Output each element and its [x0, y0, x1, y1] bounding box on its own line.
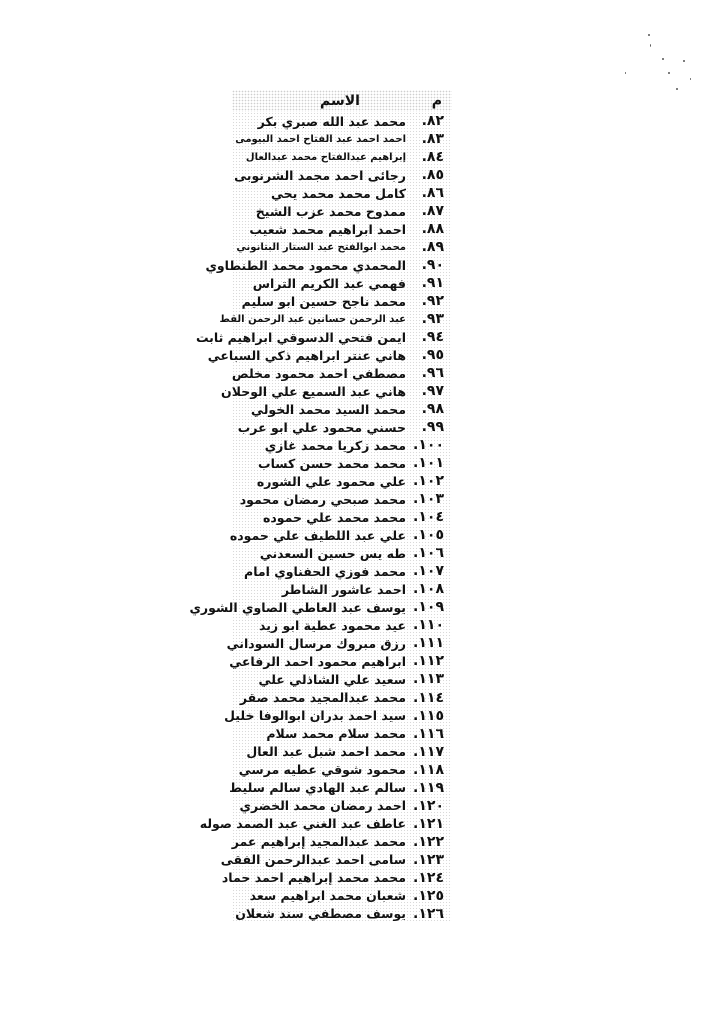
row-number: ١٠٦. [413, 545, 444, 562]
row-number: ٩١. [421, 275, 444, 292]
row-number: ١١٨. [413, 761, 444, 778]
row-name: محمد ناجح حسين ابو سليم [241, 293, 406, 309]
table-row [232, 472, 452, 490]
table-row [220, 851, 452, 869]
row-number: ١١٥. [413, 707, 444, 724]
table-row [232, 670, 452, 688]
table-row [232, 761, 452, 779]
table-row [224, 707, 452, 725]
row-number: ١١٩. [413, 779, 444, 796]
row-name: كامل محمد محمد يحي [271, 185, 406, 201]
row-number: ٩٨. [421, 401, 444, 418]
row-number: ١٢١. [413, 815, 444, 832]
row-name: ابراهيم محمود احمد الرفاعي [229, 653, 406, 669]
row-number: ١٠٣. [413, 491, 444, 508]
row-name: عيد محمود عطية ابو زيد [259, 617, 406, 633]
row-number: ٨٣. [421, 131, 444, 148]
row-number: ٨٢. [421, 113, 444, 129]
row-name: يوسف عبد العاطي الصاوي الشوري [189, 599, 406, 615]
row-name: عاطف عبد الغني عبد الصمد صوله [199, 816, 406, 832]
table-row [232, 364, 452, 382]
row-number: ٨٦. [421, 185, 444, 202]
table-row [221, 869, 452, 887]
table-row [232, 454, 452, 472]
row-name: محمد صبحي رمضان محمود [239, 491, 406, 507]
row-name: سعيد علي الشاذلي علي [258, 671, 406, 687]
table-row [232, 544, 452, 562]
table-row [189, 598, 452, 616]
row-number: ١٢٦. [413, 905, 444, 922]
table-row [232, 202, 452, 220]
scan-speck [648, 34, 650, 36]
row-name: مصطفي احمد محمود مخلص [231, 365, 406, 381]
row-name: سالم عبد الهادي سالم سليط [229, 780, 406, 796]
row-name: سامى احمد عبدالرحمن الفقى [220, 852, 406, 868]
scan-speck [625, 72, 626, 74]
table-row [232, 112, 452, 130]
table-row [232, 436, 452, 454]
row-name: محمد فوزي الحفناوي امام [244, 563, 406, 579]
table-row [232, 833, 452, 851]
row-name: محمد محمد حسن كساب [258, 455, 406, 471]
row-number: ١١٧. [413, 743, 444, 760]
row-number: ٩٥. [421, 347, 444, 364]
row-number: ٩٢. [421, 293, 444, 310]
row-number: ٨٤. [421, 149, 444, 166]
row-number: ١٢٤. [413, 869, 444, 886]
table-row [199, 815, 452, 833]
row-number: ١٢٣. [413, 851, 444, 868]
table-row [232, 418, 452, 436]
table-row [232, 725, 452, 743]
row-number: ٨٨. [421, 221, 444, 238]
table-row [232, 274, 452, 292]
table-row [221, 382, 452, 400]
table-row [229, 526, 452, 544]
table-row [232, 238, 452, 256]
table-row [232, 400, 452, 418]
row-name: المحمدي محمود محمد الطنطاوي [205, 257, 406, 273]
row-name: محمود شوقي عطيه مرسي [238, 762, 406, 778]
row-name: محمد محمد علي حموده [262, 509, 406, 525]
row-number: ٩٤. [421, 329, 444, 346]
table-row [232, 797, 452, 815]
row-name: إبراهيم عبدالفتاح محمد عبدالعال [245, 151, 406, 163]
row-number: ٩٩. [421, 419, 444, 436]
row-name: هاني عبد السميع علي الوحلان [221, 383, 406, 399]
table-row [232, 743, 452, 761]
row-name: احمد ابراهيم محمد شعيب [249, 221, 406, 237]
row-number: ٩٣. [421, 311, 444, 328]
row-number: ١٠٩. [413, 599, 444, 616]
row-name: محمد ابوالفتح عبد الستار البتانوني [236, 241, 406, 253]
row-name: علي محمود علي الشوره [256, 473, 406, 489]
table-row [229, 779, 452, 797]
row-number: ٨٧. [421, 203, 444, 220]
table-row [207, 346, 452, 364]
row-number: ١٠١. [413, 455, 444, 472]
row-number: ٩٧. [421, 383, 444, 400]
table-row [232, 689, 452, 707]
names-table [189, 90, 452, 923]
table-row [232, 220, 452, 238]
scan-speck [650, 44, 651, 47]
header-number: م [431, 93, 442, 109]
header-name: الاسم [320, 93, 360, 109]
row-number: ١٠٢. [413, 473, 444, 490]
row-name: يوسف مصطفي سند شعلان [235, 906, 406, 922]
scan-speck [683, 60, 685, 62]
table-row [232, 130, 452, 148]
row-name: ممدوح محمد عزب الشيخ [255, 203, 406, 219]
row-name: ايمن فتحي الدسوقي ابراهيم ثابت [195, 329, 406, 345]
row-name: محمد عبدالمجيد إبراهيم عمر [231, 834, 406, 850]
table-body [189, 112, 452, 923]
row-name: احمد احمد عبد الفتاح احمد البيومى [235, 133, 406, 145]
table-header [232, 90, 452, 112]
row-name: محمد محمد إبراهيم احمد حماد [221, 870, 406, 886]
scan-speck [662, 58, 664, 60]
table-row [232, 616, 452, 634]
row-name: محمد زكريا محمد غازي [264, 437, 406, 453]
row-name: علي عبد اللطيف علي حموده [229, 527, 406, 543]
row-name: رزق مبروك مرسال السوداني [226, 635, 406, 651]
row-number: ٩٠. [421, 257, 444, 274]
row-name: رجائى احمد مجمد الشرنوبى [234, 167, 406, 183]
table-row [219, 310, 452, 328]
table-row [232, 508, 452, 526]
row-number: ٩٦. [421, 365, 444, 382]
row-number: ١٢٠. [413, 797, 444, 814]
table-row [232, 166, 452, 184]
row-number: ١٠٧. [413, 563, 444, 580]
table-row [229, 652, 452, 670]
row-number: ١١٢. [413, 653, 444, 670]
row-name: حسني محمود علي ابو عرب [237, 419, 406, 435]
row-name: احمد عاشور الشاطر [281, 581, 406, 597]
scan-speck [676, 88, 678, 90]
row-name: طه يس حسين السعدني [259, 545, 406, 561]
row-number: ١٢٥. [413, 887, 444, 904]
row-number: ١١٠. [413, 617, 444, 634]
row-number: ١١٤. [413, 689, 444, 706]
row-number: ١٠٥. [413, 527, 444, 544]
row-name: سيد احمد بدران ابوالوفا خليل [224, 708, 406, 724]
row-name: محمد عبدالمجيد محمد صقر [239, 690, 406, 705]
row-number: ١١١. [413, 635, 444, 652]
table-row [195, 328, 452, 346]
table-row [205, 256, 452, 274]
scan-speck [690, 78, 691, 80]
row-number: ٨٥. [421, 167, 444, 184]
table-row [232, 148, 452, 166]
row-number: ١٠٠. [413, 437, 444, 454]
row-name: محمد السيد محمد الخولي [251, 401, 406, 417]
row-name: شعبان محمد ابراهيم سعد [249, 888, 406, 904]
table-row [232, 562, 452, 580]
table-row [226, 634, 452, 652]
row-name: عبد الرحمن حسانين عبد الرحمن القط [219, 313, 406, 325]
row-number: ١٢٢. [413, 833, 444, 850]
row-name: محمد سلام محمد سلام [266, 726, 406, 742]
row-number: ١٠٤. [413, 509, 444, 526]
table-row [232, 490, 452, 508]
table-row [232, 580, 452, 598]
row-number: ٨٩. [421, 239, 444, 256]
row-name: فهمي عبد الكريم التراس [252, 275, 406, 291]
table-row [232, 887, 452, 905]
table-row [232, 905, 452, 923]
table-row [232, 184, 452, 202]
row-name: محمد عبد الله صبري بكر [257, 113, 406, 129]
row-number: ١١٦. [413, 725, 444, 742]
scan-speck [668, 72, 670, 74]
table-row [232, 292, 452, 310]
row-number: ١٠٨. [413, 581, 444, 598]
row-name: احمد رمضان محمد الخضري [239, 798, 406, 814]
row-name: هاني عنتر ابراهيم ذكي السباعي [207, 347, 406, 363]
row-name: محمد احمد شبل عبد العال [246, 744, 406, 760]
row-number: ١١٣. [413, 671, 444, 688]
